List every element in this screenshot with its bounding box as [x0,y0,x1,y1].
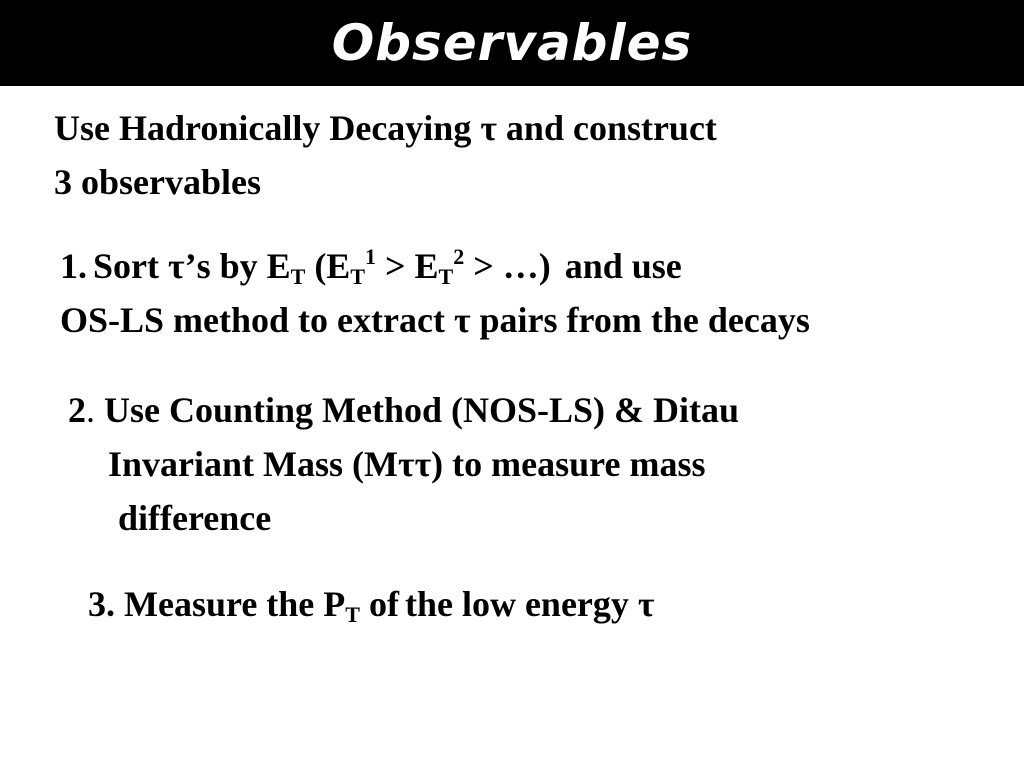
intro-line-2: 3 observables [54,162,261,202]
item-3-line-1 [88,583,655,625]
item-2-number: 2 [68,390,86,430]
item-3-text-mid: of [368,584,399,624]
item-2-number-dot: . [86,390,95,430]
intro-line-1: Use Hadronically Decaying τ and construct [54,108,717,148]
title-bar [0,0,1024,86]
slide-title: Observables [331,14,693,72]
item-1-line-2: OS-LS method to extract τ pairs from the decays [60,300,810,340]
item-1-line-1 [60,245,682,287]
item-1-number: 1. [60,246,87,286]
item-2-text: Use Counting Method (NOS-LS) & Ditau [104,390,740,430]
item-1-superscript-b: 1 [365,244,376,269]
item-1-text-pre: Sort τ’s by E [93,246,291,286]
item-1-text-post: > …) [473,246,551,286]
item-2-line-2: Invariant Mass (Mττ) to measure mass [108,444,706,484]
item-3-text-post: the low energy τ [404,584,655,624]
item-3-text-pre: 3. Measure the P [88,584,346,624]
item-1-text-tail: and use [564,246,682,286]
item-1-subscript-a: T [290,264,306,289]
item-2-line-1 [68,389,739,431]
item-1-text-mid: > E [385,246,439,286]
item-1-text-paren: (E [314,246,351,286]
item-1-subscript-b: T [350,264,365,289]
item-1-subscript-c: T [438,264,454,289]
item-3-subscript: T [345,602,360,627]
item-2-line-3: difference [118,498,272,538]
item-1-superscript-c: 2 [453,244,465,269]
